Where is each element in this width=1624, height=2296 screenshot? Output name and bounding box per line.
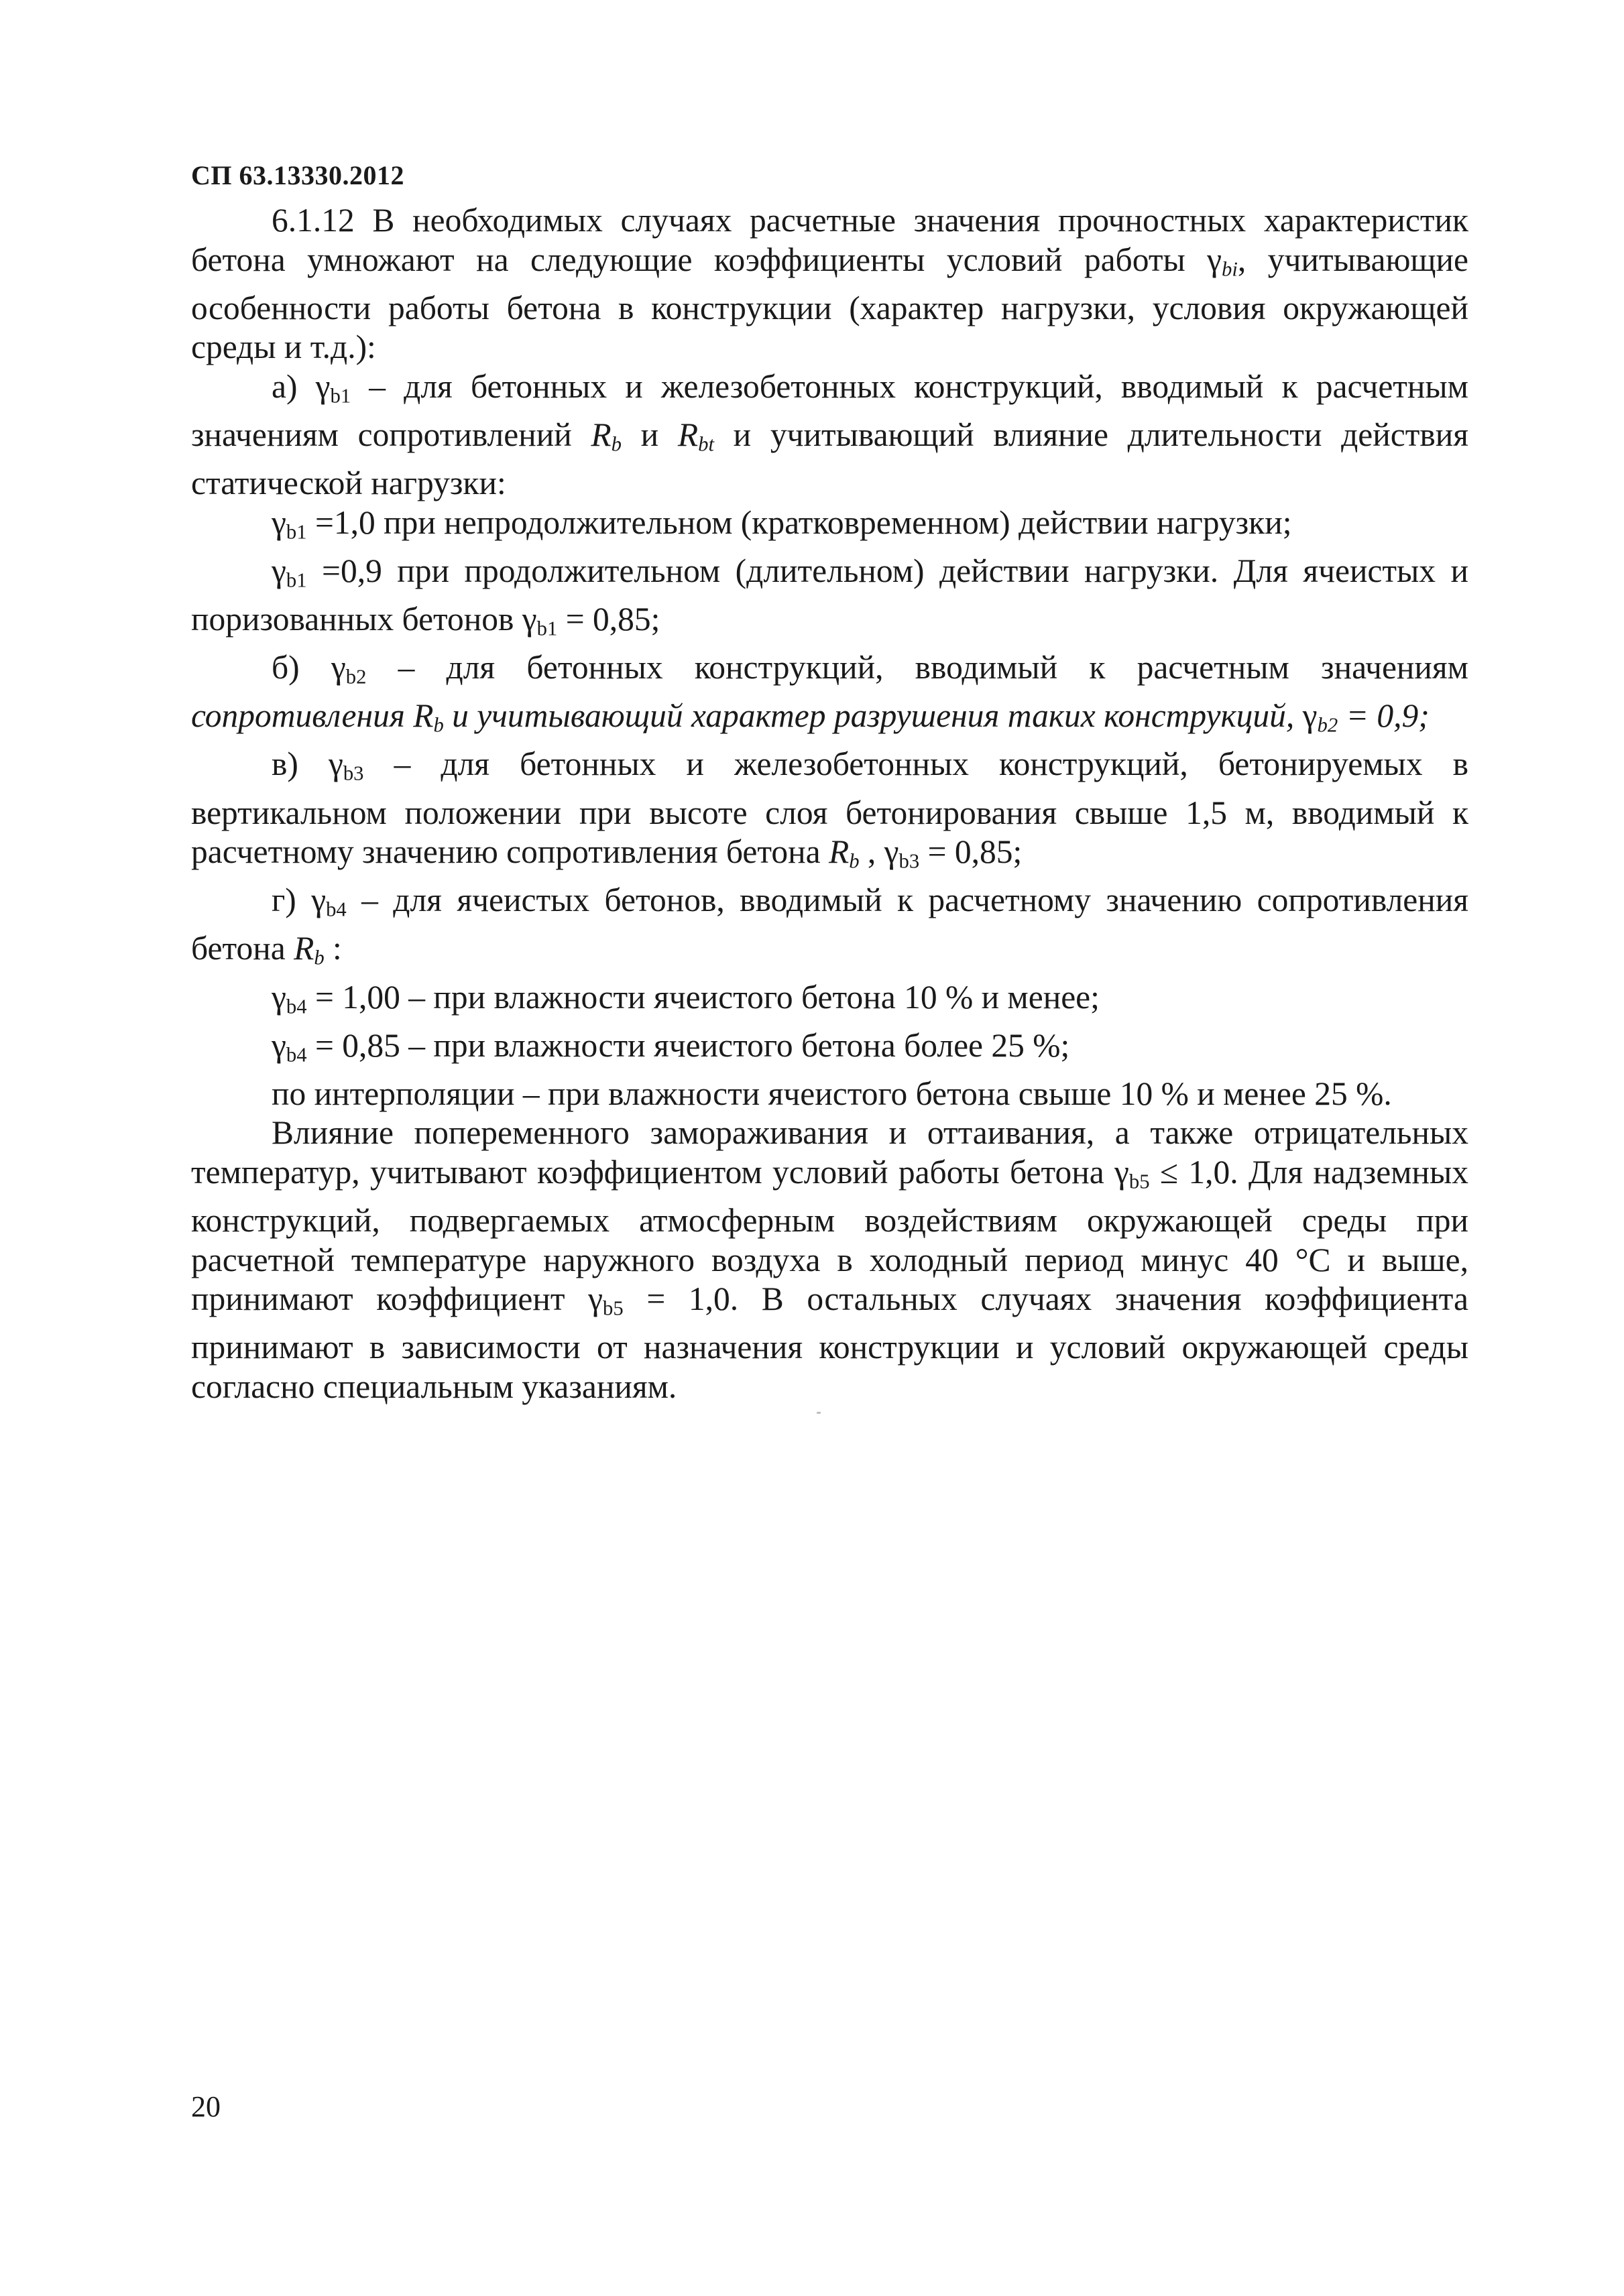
italic-text: и учитывающий характер разрушения таких конструкций, [443, 697, 1303, 735]
gamma-symbol: γ [1114, 1153, 1129, 1191]
paragraph-p-6-1-12 [191, 201, 1468, 367]
subscript: b4 [286, 995, 307, 1018]
subscript: b1 [330, 384, 351, 408]
italic-text: R [294, 930, 314, 967]
subscript: b [314, 947, 325, 970]
text-run: 6.1.12 В необходимых случаях расчетные значения прочностных характеристик бетона умножают на следующие коэффициенты условий работы [191, 202, 1468, 278]
italic-text: R [677, 416, 699, 453]
gamma-symbol: γ [884, 833, 899, 871]
subscript: b3 [343, 762, 364, 786]
subscript: b1 [286, 520, 307, 544]
text-run: по интерполяции – при влажности ячеистого бетона свыше 10 % и менее 25 %. [272, 1075, 1392, 1112]
text-run: : [324, 930, 342, 967]
paragraph-p-freeze [191, 1113, 1468, 1406]
subscript: b1 [286, 568, 307, 592]
paragraph-item-a-1 [191, 503, 1468, 552]
text-run: =1,0 при непродолжительном (кратковременном) действии нагрузки; [306, 503, 1292, 541]
italic-text: сопротивления [191, 697, 414, 735]
scan-speck [817, 1412, 821, 1414]
gamma-symbol: γ [1302, 697, 1318, 735]
text-run: = 0,85 – при влажности ячеистого бетона более 25 %; [306, 1026, 1070, 1064]
subscript: b3 [898, 849, 920, 873]
text-run: – для бетонных и железобетонных конструкций, бетонируемых в вертикальном положении при высоте слоя бетонирования свыше 1,5 м, вводимый к расчетному значению сопротивления бетона [191, 745, 1469, 871]
gamma-symbol: γ [1207, 241, 1222, 278]
paragraph-item-g-2 [191, 1026, 1468, 1075]
text-run: ≤ 1,0. Для надземных конструкций, подвергаемых атмосферным воздействиям окружающей среды при расчетной температуре наружного воздуха в холодный период минус 40 °С и выше, принимают коэффициент [191, 1153, 1468, 1318]
text-run: – для бетонных конструкций, вводимый к расчетным значениям [366, 649, 1468, 686]
gamma-symbol: γ [272, 1026, 286, 1064]
text-run: – для ячеистых бетонов, вводимый к расчетному значению сопротивления бетона [191, 882, 1468, 967]
page-number: 20 [191, 2090, 221, 2123]
paragraph-item-v [191, 745, 1468, 881]
text-run: г) [272, 882, 312, 919]
text-run: , учитывающие особенности работы бетона в конструкции (характер нагрузки, условия окружающей среды и т.д.): [191, 241, 1469, 366]
paragraph-item-a-2 [191, 552, 1468, 648]
italic-text: R [413, 697, 434, 735]
italic-text: R [828, 833, 850, 871]
text-run: Влияние попеременного замораживания и оттаивания, а также отрицательных температур, учитывают коэффициентом условий работы бетона [191, 1114, 1468, 1191]
paragraph-item-g-3 [191, 1075, 1468, 1114]
subscript: b [611, 432, 622, 456]
subscript: b2 [1317, 713, 1338, 737]
text-run: и [621, 416, 678, 453]
subscript: b [849, 849, 860, 873]
text-run: = 0,85; [557, 600, 660, 638]
text-run: = 1,00 – при влажности ячеистого бетона 10 % и менее; [306, 978, 1100, 1016]
gamma-symbol: γ [315, 367, 331, 405]
gamma-symbol: γ [328, 745, 343, 783]
body-text [191, 201, 1468, 1406]
subscript: b4 [326, 898, 347, 921]
text-run: б) [272, 649, 331, 686]
subscript: b5 [1128, 1170, 1150, 1193]
subscript: b4 [286, 1043, 307, 1067]
text-run: =0,9 при продолжительном (длительном) действии нагрузки. Для ячеистых и поризованных бетонов [191, 552, 1468, 638]
paragraph-item-a [191, 367, 1468, 503]
subscript: b [433, 713, 444, 737]
gamma-symbol: γ [311, 882, 327, 919]
text-run: в) [272, 745, 329, 783]
subscript: bt [698, 432, 714, 456]
gamma-symbol: γ [588, 1280, 603, 1318]
subscript: b2 [345, 665, 367, 688]
text-run: а) [272, 367, 316, 405]
italic-text: = 0,9; [1338, 697, 1430, 735]
text-run: = 1,0. В остальных случаях значения коэффициента принимают в зависимости от назначения конструкции и условий окружающей среды согласно специальным указаниям. [191, 1280, 1468, 1405]
text-run: и учитывающий влияние длительности действия статической нагрузки: [191, 416, 1468, 502]
subscript: b5 [603, 1296, 624, 1320]
gamma-symbol: γ [331, 649, 346, 686]
italic-text: R [591, 416, 612, 453]
subscript: b1 [536, 617, 558, 640]
gamma-symbol: γ [522, 600, 537, 638]
paragraph-item-g-1 [191, 978, 1468, 1026]
text-run: – для бетонных и железобетонных конструкций, вводимый к расчетным значениям сопротивлений [191, 367, 1468, 453]
gamma-symbol: γ [272, 978, 286, 1016]
paragraph-item-g [191, 881, 1468, 977]
gamma-symbol: γ [272, 503, 286, 541]
subscript: bi [1222, 257, 1238, 281]
gamma-symbol: γ [272, 552, 286, 589]
paragraph-item-b [191, 648, 1468, 745]
text-run: , [859, 833, 884, 871]
document-code-header: СП 63.13330.2012 [191, 160, 404, 190]
text-run: = 0,85; [919, 833, 1023, 871]
